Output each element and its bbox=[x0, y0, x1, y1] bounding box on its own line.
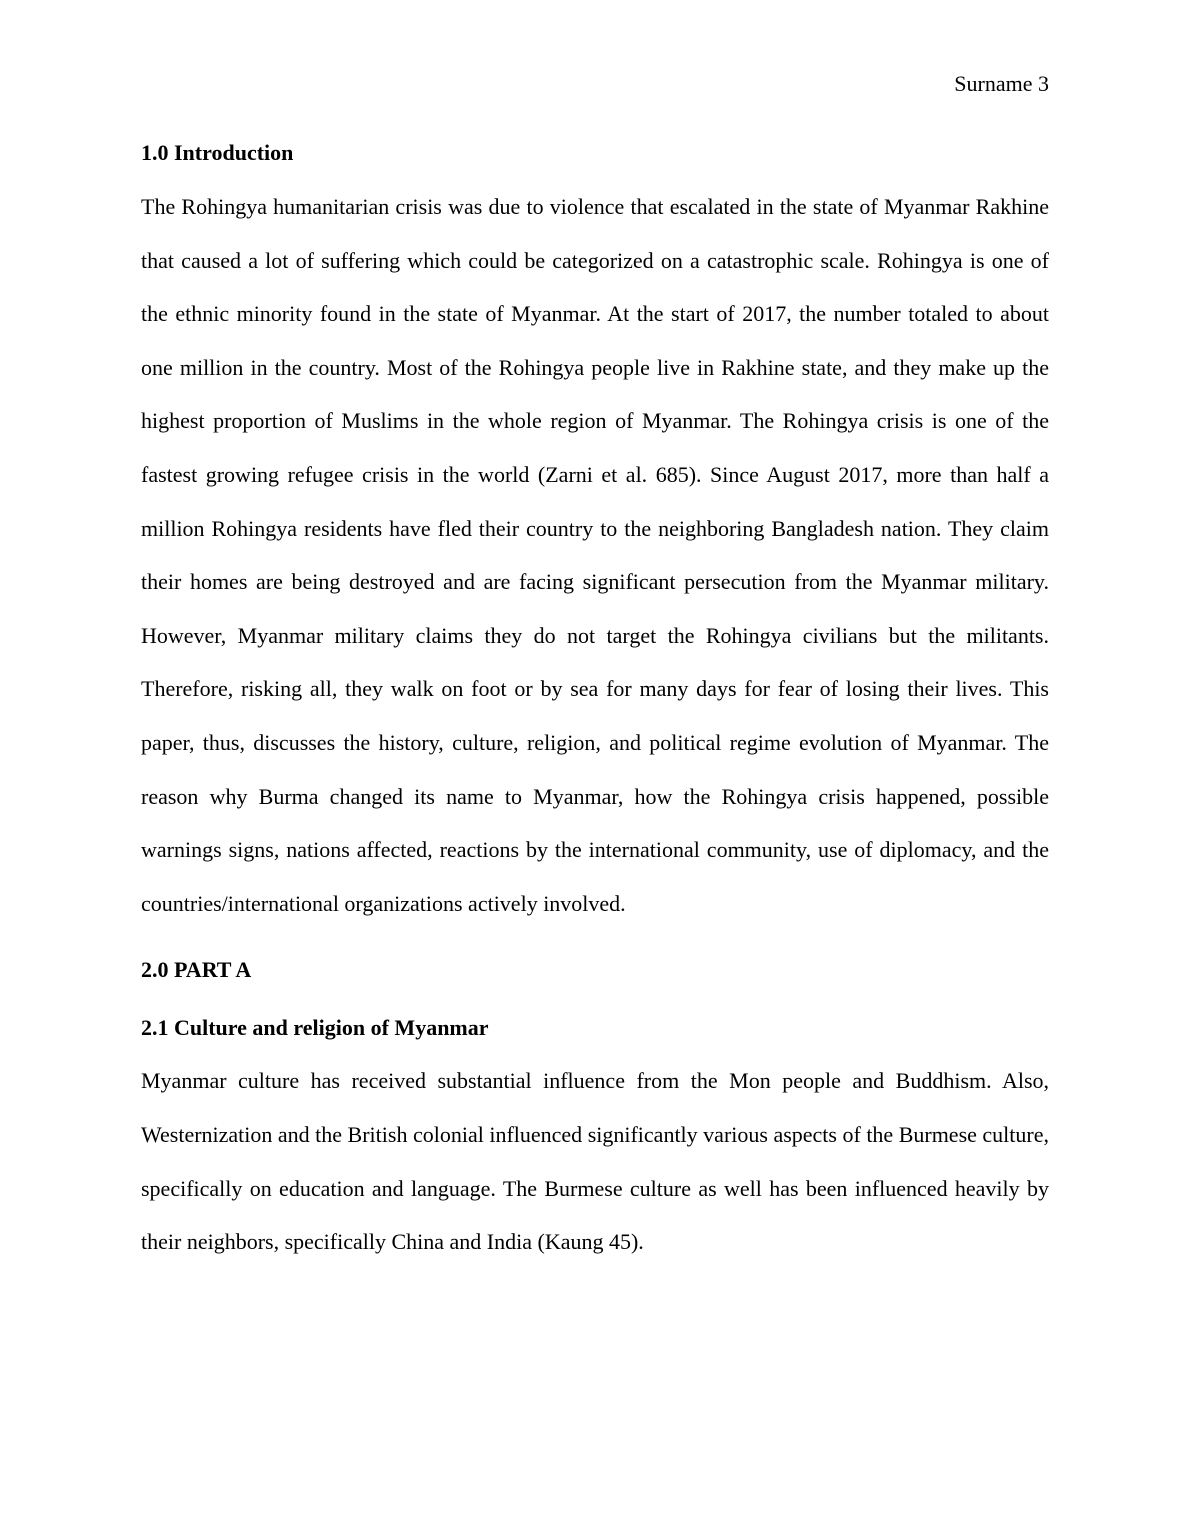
paragraph-culture-religion: Myanmar culture has received substantial influence from the Mon people and Buddhism. Also, Westernization and the British colonial influenced significantly various aspects of the Burmese culture, specifically on education and language. The Burmese culture as well has been influenced heavily by their neighbors, specifically China and India (Kaung 45). bbox=[141, 1068, 1049, 1255]
running-head: Surname 3 bbox=[954, 71, 1049, 96]
section-heading-introduction: 1.0 Introduction bbox=[141, 140, 294, 165]
subsection-heading-culture-religion: 2.1 Culture and religion of Myanmar bbox=[141, 1015, 489, 1041]
section-heading-part-a: 2.0 PART A bbox=[141, 957, 252, 983]
document-body bbox=[141, 139, 1049, 1269]
paragraph-introduction: The Rohingya humanitarian crisis was due to violence that escalated in the state of Myanmar Rakhine that caused a lot of suffering which could be categorized on a catastrophic scale. Rohingya is one of the ethnic minority found in the state of Myanmar. At the start of 2017, the number totaled to about one million in the country. Most of the Rohingya people live in Rakhine state, and they make up the highest proportion of Muslims in the whole region of Myanmar. The Rohingya crisis is one of the fastest growing refugee crisis in the world (Zarni et al. 685). Since August 2017, more than half a million Rohingya residents have fled their country to the neighboring Bangladesh nation. They claim their homes are being destroyed and are facing significant persecution from the Myanmar military. However, Myanmar military claims they do not target the Rohingya civilians but the militants. Therefore, risking all, they walk on foot or by sea for many days for fear of losing their lives. This paper, thus, discusses the history, culture, religion, and political regime evolution of Myanmar. The reason why Burma changed its name to Myanmar, how the Rohingya crisis happened, possible warnings signs, nations affected, reactions by the international community, use of diplomacy, and the countries/international organizations actively involved. bbox=[141, 194, 1049, 916]
